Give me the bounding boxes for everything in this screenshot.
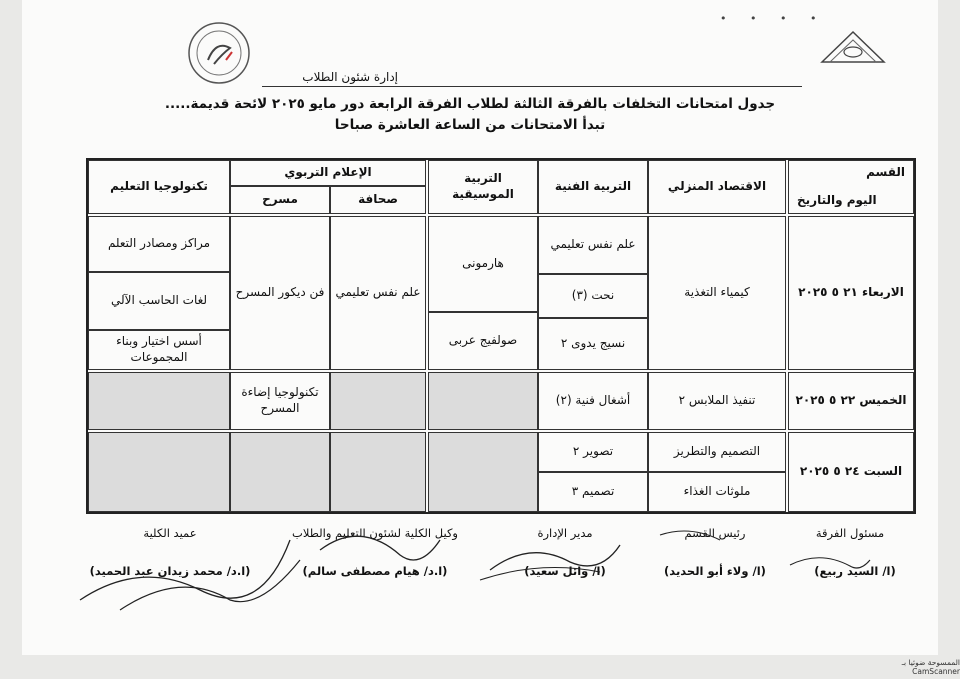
thu-journalism-empty: [330, 372, 426, 430]
day-cell-thursday: الخميس ٢٢ ٥ ٢٠٢٥: [788, 372, 914, 430]
wed-theatre: فن ديكور المسرح: [230, 216, 330, 370]
sig-name-dept-head: (ا/ ولاء أبو الحديد): [664, 564, 766, 578]
day-cell-wednesday: الاربعاء ٢١ ٥ ٢٠٢٥: [788, 216, 914, 370]
sat-art-1: تصوير ٢: [538, 432, 648, 472]
page-dots: • • • •: [720, 12, 827, 25]
sig-title-admin-director: مدير الإدارة: [537, 526, 593, 540]
wed-art-3: نسيج يدوى ٢: [538, 318, 648, 370]
wed-music-1: هارمونى: [428, 216, 538, 312]
wed-art-1: علم نفس تعليمي: [538, 216, 648, 274]
document-subtitle: تبدأ الامتحانات من الساعة العاشرة صباحا: [334, 117, 606, 133]
sig-title-class-officer: مسئول الفرقة: [815, 526, 885, 540]
col-header-music-education: التربية الموسيقية: [428, 160, 538, 214]
col-header-theatre: مسرح: [230, 186, 330, 214]
camscanner-footer: الممسوحة ضوئيا بـ CamScanner: [901, 658, 960, 676]
wed-tech-3: أسس اختيار وبناء المجموعات: [88, 330, 230, 370]
col-header-educational-technology: تكنولوجيا التعليم: [88, 160, 230, 214]
department-name: إدارة شئون الطلاب: [302, 70, 398, 84]
corner-header-cell: [788, 160, 914, 214]
thu-art: أشغال فنية (٢): [538, 372, 648, 430]
wed-music-2: صولفيج عربى: [428, 312, 538, 370]
sig-title-dept-head: رئيس القسم: [684, 526, 746, 540]
thu-tech-empty: [88, 372, 230, 430]
thu-music-empty: [428, 372, 538, 430]
col-header-media-education: الإعلام التربوي: [230, 160, 426, 186]
corner-dept-label: القسم: [866, 165, 905, 179]
sig-name-dean: (ا.د/ محمد زيدان عبد الحميد): [89, 564, 251, 578]
header-rule: [262, 86, 802, 87]
sat-home-economics-2: ملوثات الغذاء: [648, 472, 786, 512]
wed-tech-2: لغات الحاسب الآلي: [88, 272, 230, 330]
wed-art-2: نحت (٣): [538, 274, 648, 318]
signature-scribbles: [60, 500, 880, 620]
exam-schedule-table: [86, 158, 916, 514]
sig-title-dean: عميد الكلية: [143, 526, 197, 540]
sig-name-class-officer: (ا/ السيد ربيع): [814, 564, 896, 578]
col-header-journalism: صحافة: [330, 186, 426, 214]
university-seal-logo: [186, 20, 252, 86]
thu-theatre: تكنولوجيا إضاءة المسرح: [230, 372, 330, 430]
sat-home-economics-1: التصميم والتطريز: [648, 432, 786, 472]
wed-journalism: علم نفس تعليمي: [330, 216, 426, 370]
sig-name-vice-dean: (ا.د/ هيام مصطفى سالم): [302, 564, 448, 578]
col-header-home-economics: الاقتصاد المنزلي: [648, 160, 786, 214]
sat-art-2: تصميم ٣: [538, 472, 648, 512]
wed-tech-1: مراكز ومصادر التعلم: [88, 216, 230, 272]
sig-name-admin-director: (ا/ وائل سعيد): [524, 564, 606, 578]
sig-title-vice-dean: وكيل الكلية لشئون التعليم والطلاب: [292, 526, 458, 540]
faculty-logo: [818, 28, 888, 68]
col-header-art-education: التربية الفنية: [538, 160, 648, 214]
day-cell-saturday: السبت ٢٤ ٥ ٢٠٢٥: [788, 432, 914, 512]
corner-day-label: اليوم والتاريخ: [797, 193, 877, 208]
wed-home-economics: كيمياء التغذية: [648, 216, 786, 370]
document-title: جدول امتحانات التخلفات بالفرقة الثالثة لطلاب الفرقة الرابعة دور مايو ٢٠٢٥ لائحة قديمة.....: [164, 96, 776, 112]
thu-home-economics: تنفيذ الملابس ٢: [648, 372, 786, 430]
